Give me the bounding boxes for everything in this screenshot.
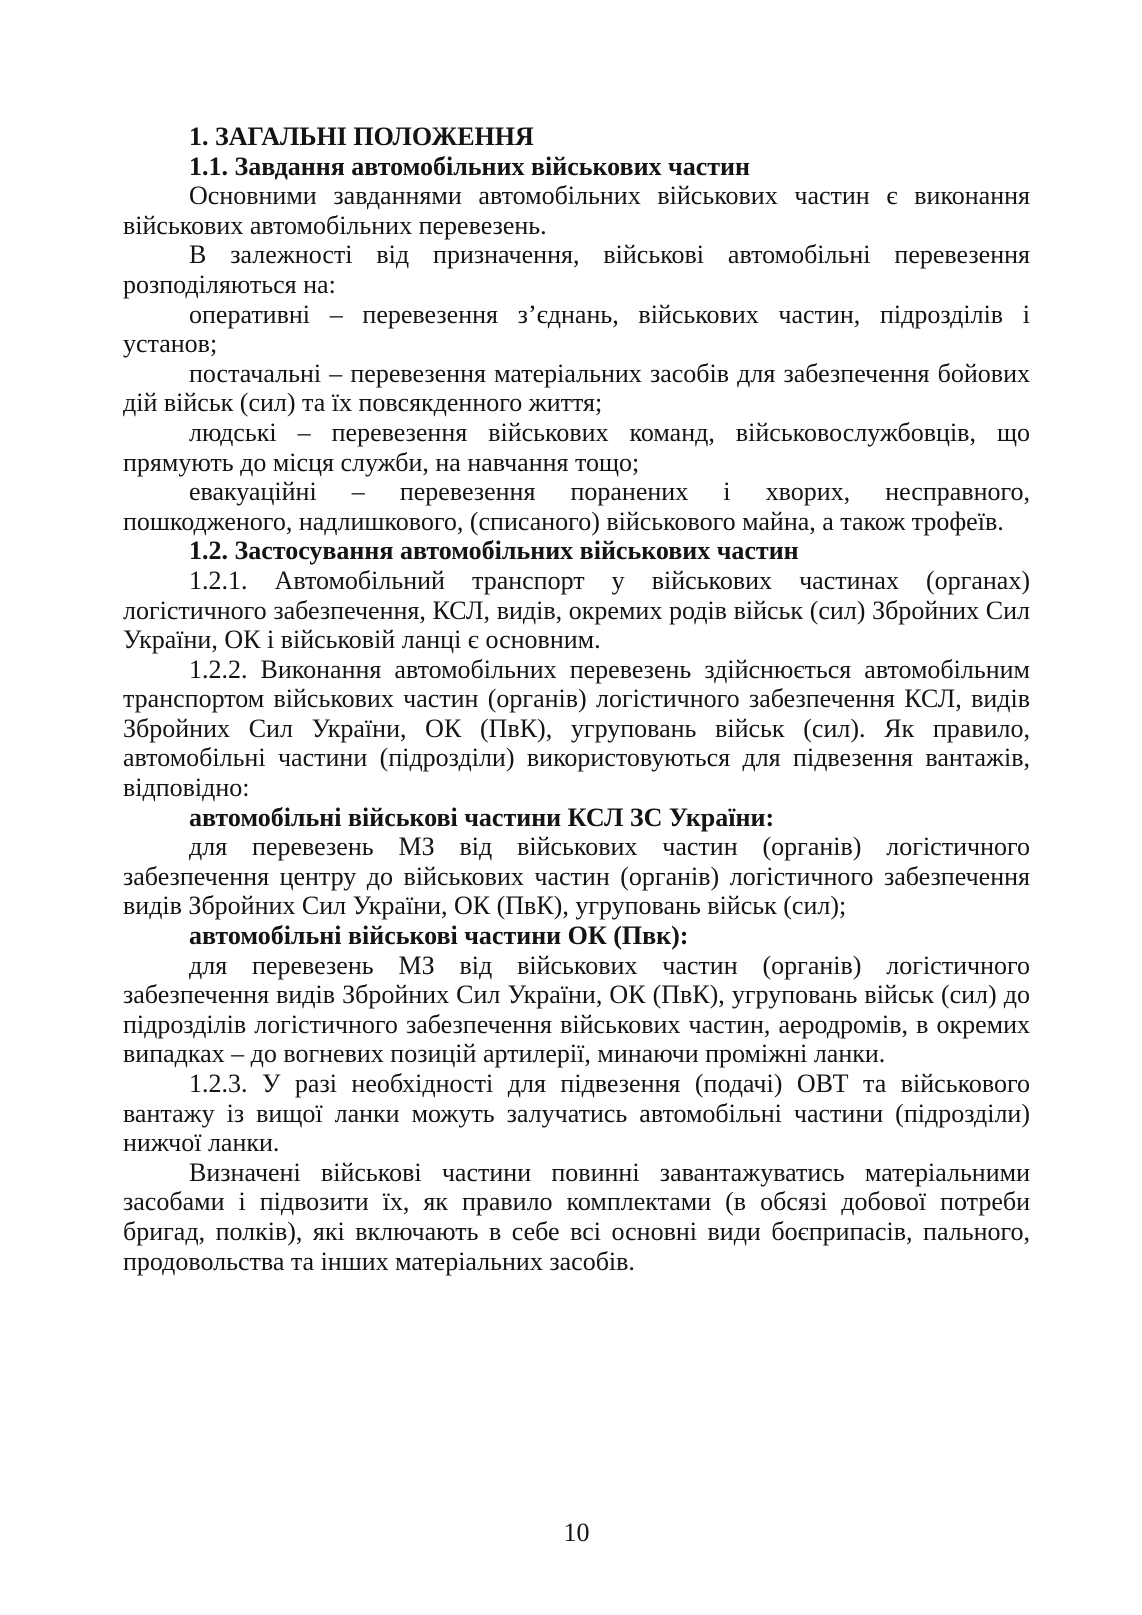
chapter-heading: 1. ЗАГАЛЬНІ ПОЛОЖЕННЯ [189,122,534,151]
paragraph: В залежності від призначення, військові автомобільні перевезення розподіляються на: [123,240,1030,299]
page-number: 10 [563,1518,590,1547]
section-heading-1-1: 1.1. Завдання автомобільних військових частин [189,151,750,181]
paragraph-1-2-1: 1.2.1. Автомобільний транспорт у військових частинах (органах) логістичного забезпечення, КСЛ, видів, окремих родів військ (сил) Збройних Сил України, ОК і військовій ланці є основним. [123,565,1030,655]
paragraph: для перевезень МЗ від військових частин (органів) логістичного забезпечення видів Збройних Сил України, ОК (ПвК), угруповань військ (сил) до підрозділів логістичного забезпечення військових частин, аеродромів, в окремих випадках – до вогневих позицій артилерії, минаючи проміжні ланки. [123,950,1030,1069]
bold-lead-line-ksl: автомобільні військові частини КСЛ ЗС України: [189,802,775,832]
bold-lead-line-ok: автомобільні військові частини ОК (Пвк): [189,921,689,951]
section-heading-1-2: 1.2. Застосування автомобільних військових частин [189,536,799,566]
paragraph: Визначені військові частини повинні завантажуватись матеріальними засобами і підвозити їх, як правило комплектами (в обсязі добової потреби бригад, полків), які включають в себе всі основні види боєприпасів, пального, продовольства та інших матеріальних засобів. [123,1157,1030,1276]
paragraph-1-2-2: 1.2.2. Виконання автомобільних перевезень здійснюється автомобільним транспортом військових частин (органів) логістичного забезпечення КСЛ, видів Збройних Сил України, ОК (ПвК), угруповань військ (сил). Як правило, автомобільні частини (підрозділи) використовуються для підвезення вантажів, відповідно: [123,654,1030,803]
list-item-personnel: людські – перевезення військових команд, військовослужбовців, що прямують до місця служби, на навчання тощо; [123,417,1030,477]
paragraph: Основними завданнями автомобільних військових частин є виконання військових автомобільних перевезень. [123,181,1030,240]
paragraph-1-2-3: 1.2.3. У разі необхідності для підвезення (подачі) ОВТ та військового вантажу із вищої ланки можуть залучатись автомобільні частини (підрозділи) нижчої ланки. [123,1069,1030,1158]
list-item-evacuation: евакуаційні – перевезення поранених і хворих, несправного, пошкодженого, надлишкового, (списаного) військового майна, а також трофеїв. [123,477,1030,536]
paragraph: для перевезень МЗ від військових частин (органів) логістичного забезпечення центру до військових частин (органів) логістичного забезпечення видів Збройних Сил України, ОК (ПвК), угруповань військ (сил); [123,832,1030,921]
list-item-supply: постачальні – перевезення матеріальних засобів для забезпечення бойових дій військ (сил) та їх повсякденного життя; [123,358,1030,418]
document-body [123,122,1030,1276]
list-item-operational: оперативні – перевезення з’єднань, військових частин, підрозділів і установ; [123,299,1030,359]
